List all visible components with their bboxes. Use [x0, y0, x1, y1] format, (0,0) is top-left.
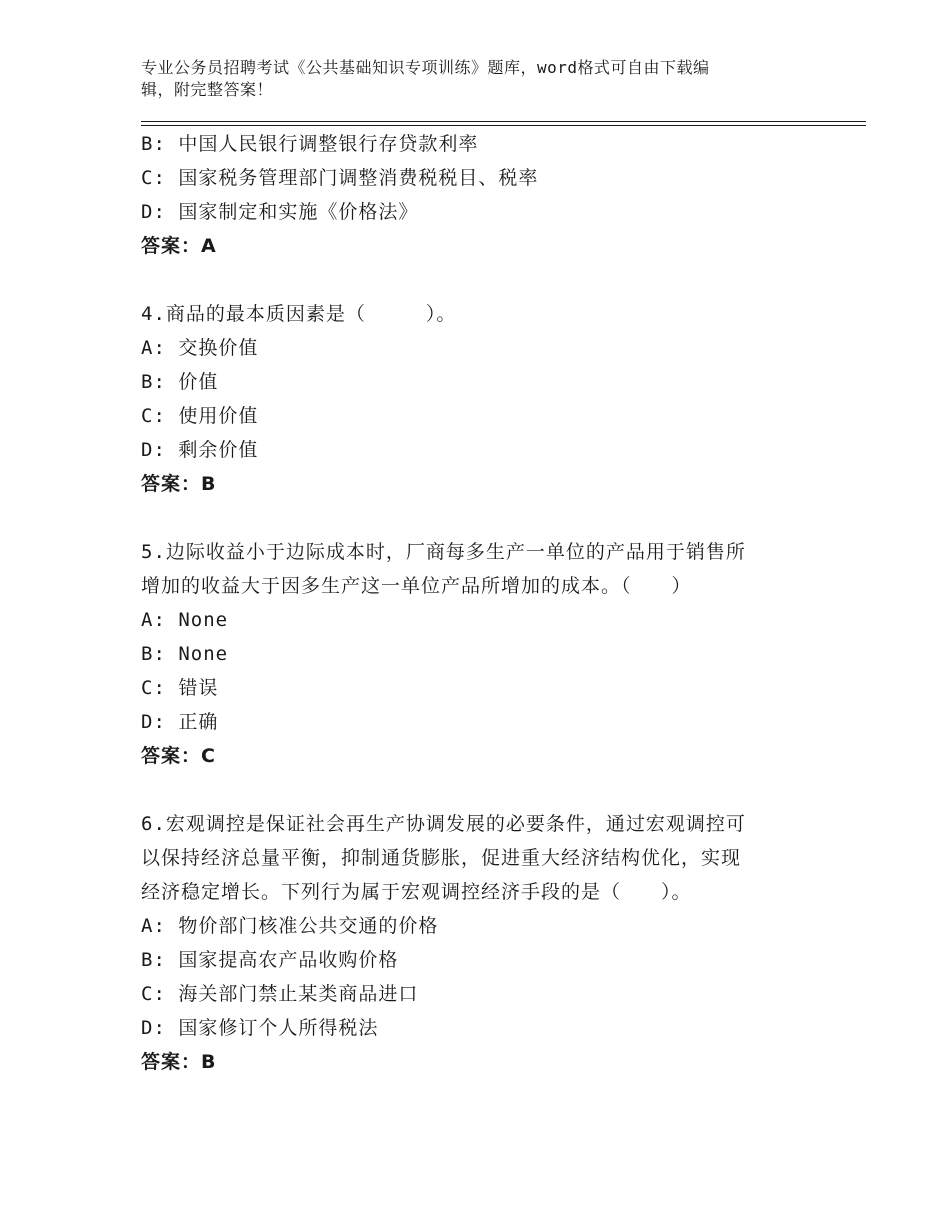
answer-label: 答案：B	[141, 1051, 217, 1073]
option-c: C: 海关部门禁止某类商品进口	[141, 983, 419, 1005]
question-5	[141, 535, 821, 773]
option-d: D: 剩余价值	[141, 439, 259, 461]
header-rule-bottom	[141, 125, 866, 126]
option-c: C: 使用价值	[141, 405, 259, 427]
question-4	[141, 297, 821, 501]
question-stem-line: 增加的收益大于因多生产这一单位产品所增加的成本。（ ）	[141, 575, 692, 597]
option-b: B: None	[141, 643, 229, 665]
header-line-2: 辑，附完整答案！	[141, 80, 274, 99]
option-b: B: 价值	[141, 371, 219, 393]
question-stem: 4.商品的最本质因素是（ ）。	[141, 303, 457, 325]
option-c: C: 错误	[141, 677, 219, 699]
header-line-1: 专业公务员招聘考试《公共基础知识专项训练》题库，word格式可自由下载编	[141, 58, 710, 77]
option-b: B: 中国人民银行调整银行存贷款利率	[141, 133, 479, 155]
option-c: C: 国家税务管理部门调整消费税税目、税率	[141, 167, 539, 189]
question-stem-line: 5.边际收益小于边际成本时，厂商每多生产一单位的产品用于销售所	[141, 541, 746, 563]
spacer	[141, 263, 821, 297]
question-3-tail	[141, 127, 821, 263]
header-rule-top	[141, 121, 866, 122]
answer-label: 答案：A	[141, 235, 217, 257]
question-stem-line: 以保持经济总量平衡，抑制通货膨胀，促进重大经济结构优化，实现	[141, 847, 742, 869]
option-a: A: 交换价值	[141, 337, 259, 359]
question-stem-line: 6.宏观调控是保证社会再生产协调发展的必要条件，通过宏观调控可	[141, 813, 746, 835]
option-d: D: 国家制定和实施《价格法》	[141, 201, 419, 223]
option-a: A: None	[141, 609, 229, 631]
answer-label: 答案：C	[141, 745, 216, 767]
document-header	[141, 57, 821, 101]
spacer	[141, 501, 821, 535]
question-6	[141, 807, 821, 1079]
question-stem-line: 经济稳定增长。下列行为属于宏观调控经济手段的是（ ）。	[141, 881, 692, 903]
answer-label: 答案：B	[141, 473, 217, 495]
spacer	[141, 773, 821, 807]
question-list	[141, 127, 821, 1079]
option-d: D: 国家修订个人所得税法	[141, 1017, 379, 1039]
option-a: A: 物价部门核准公共交通的价格	[141, 915, 439, 937]
option-d: D: 正确	[141, 711, 219, 733]
option-b: B: 国家提高农产品收购价格	[141, 949, 399, 971]
